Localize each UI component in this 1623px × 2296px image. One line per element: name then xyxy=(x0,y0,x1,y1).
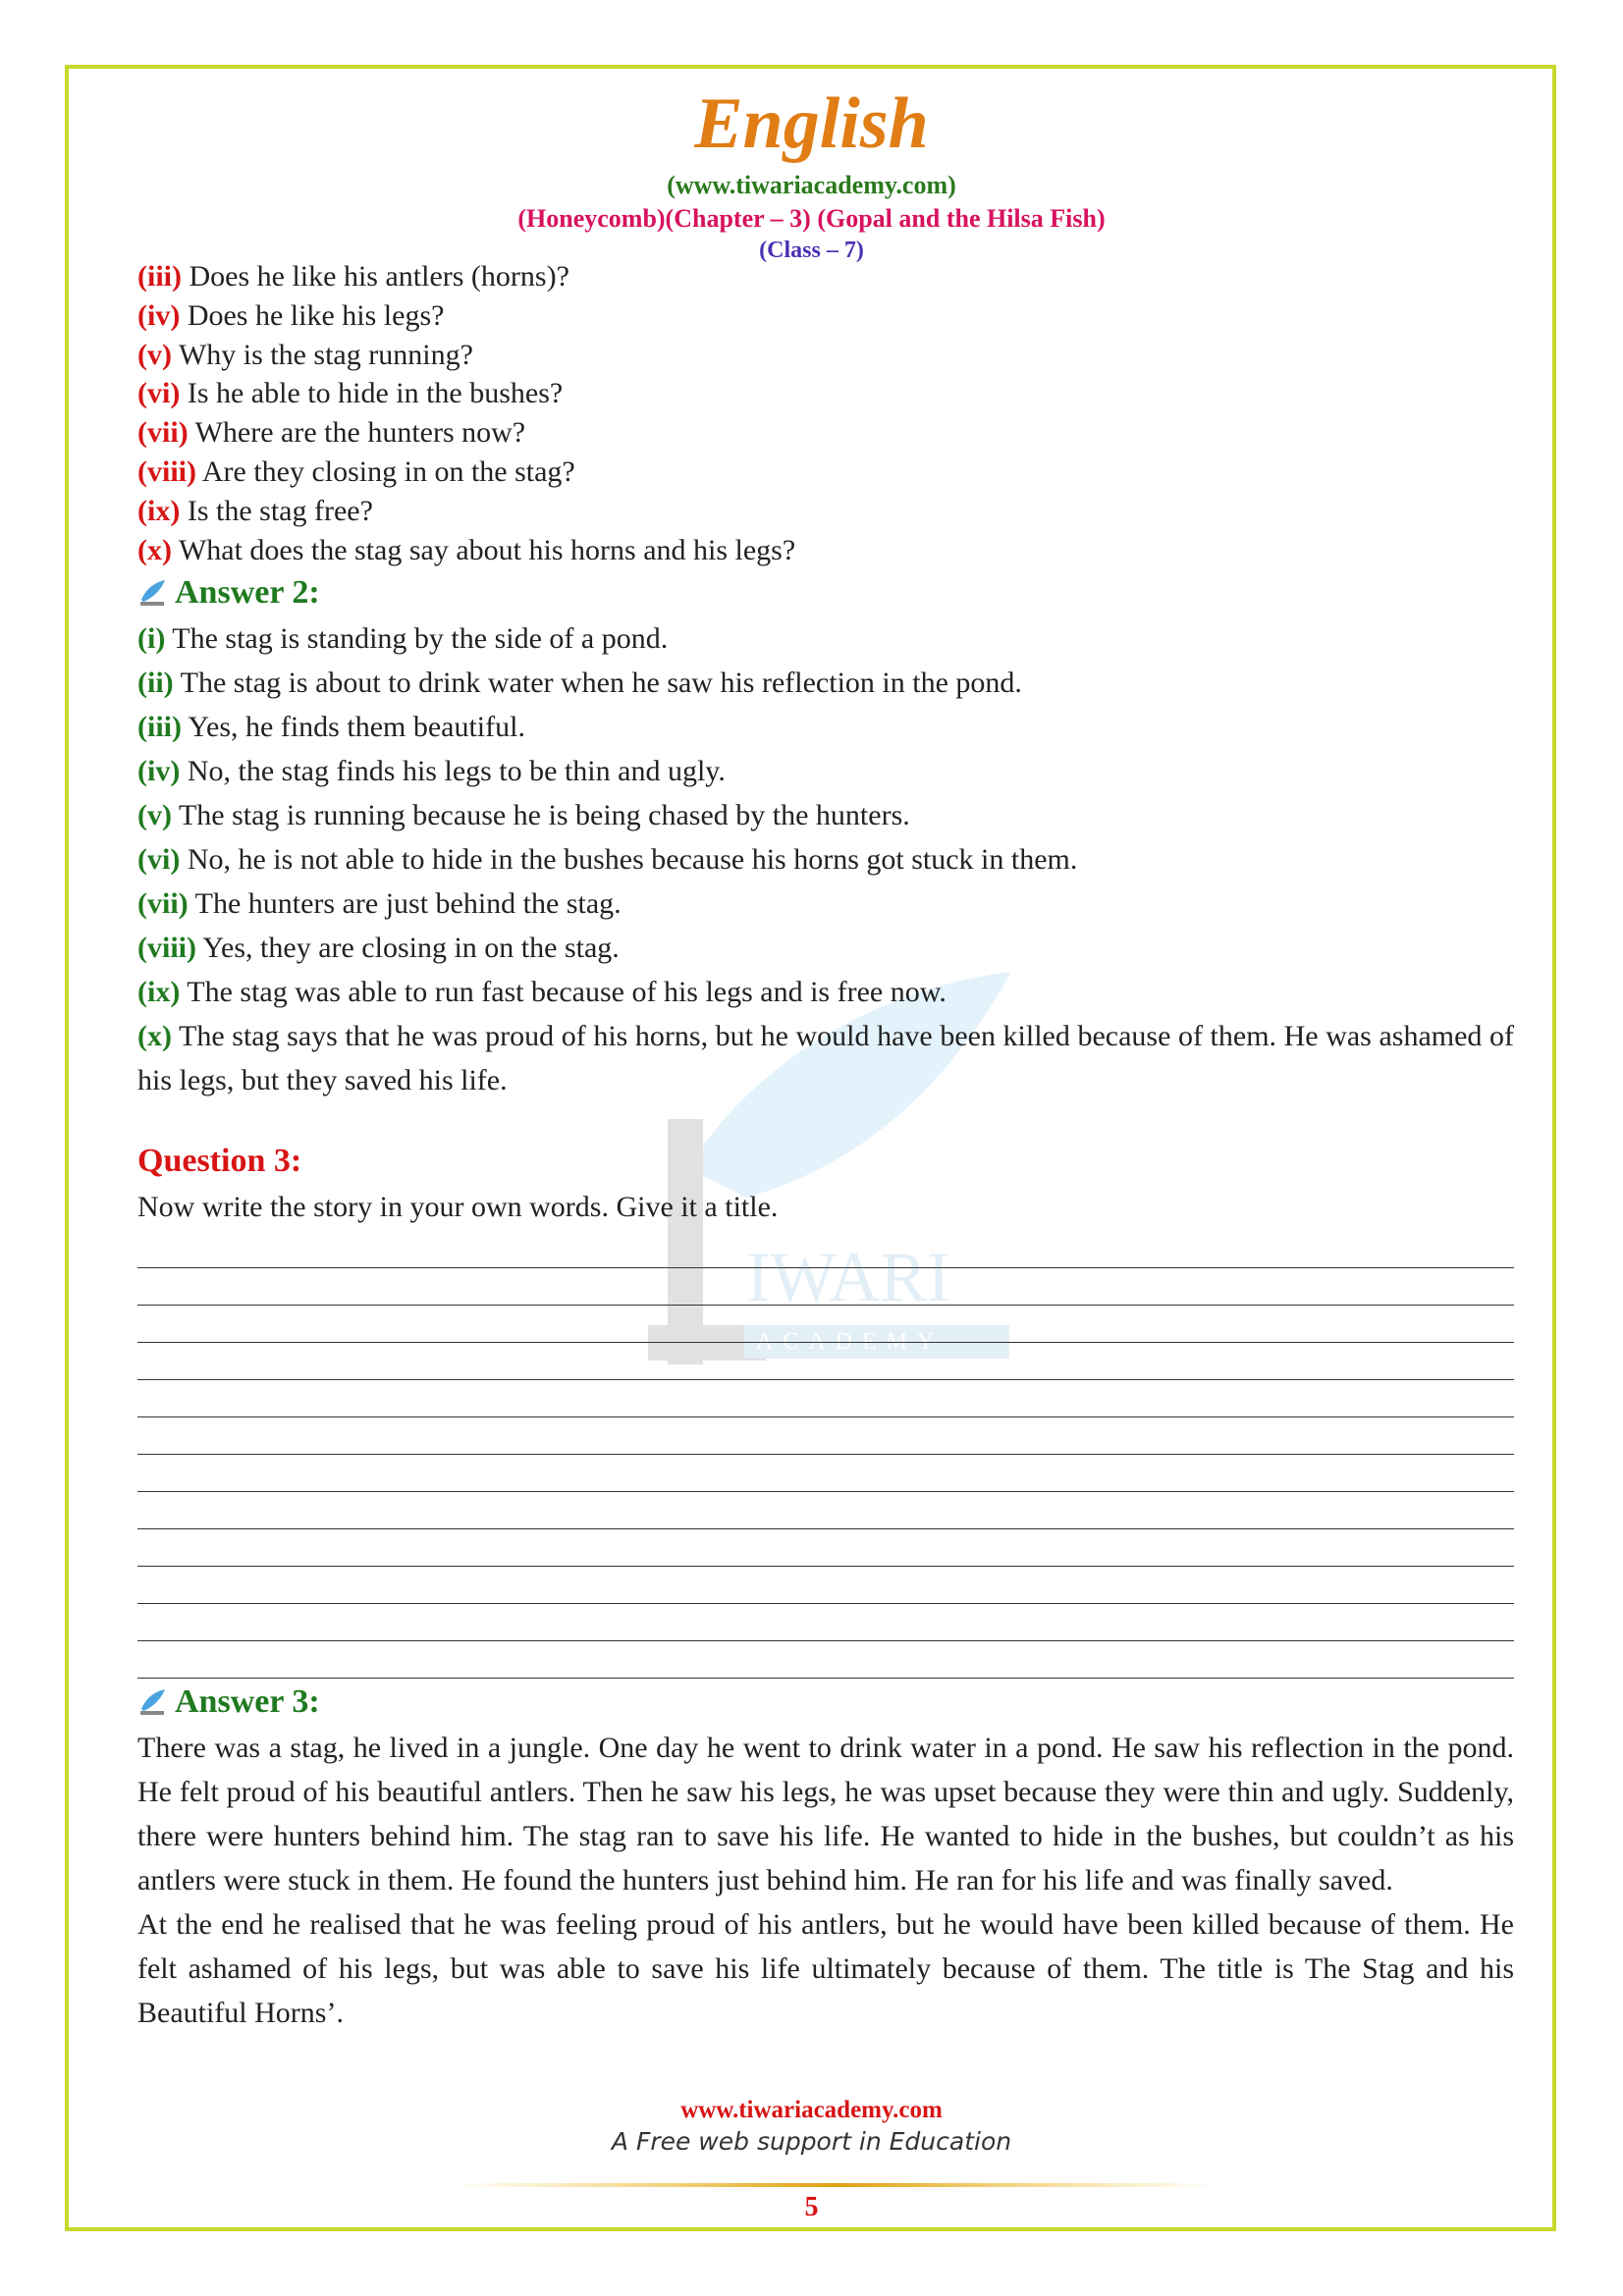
watermark-sub: ACADEMY xyxy=(756,1329,945,1355)
question-item: (v) Why is the stag running? xyxy=(137,338,473,371)
answer-item: (iii) Yes, he finds them beautiful. xyxy=(137,711,525,744)
answer-item: (v) The stag is running because he is being chased by the hunters. xyxy=(137,799,910,832)
answer-item: (i) The stag is standing by the side of a pond. xyxy=(137,622,669,656)
watermark-word: IWARI xyxy=(746,1238,950,1316)
question-list xyxy=(137,257,1514,569)
question-item: (ix) Is the stag free? xyxy=(137,494,373,527)
answer-item: (x) The stag says that he was proud of his horns, but he would have been killed because of them. He was ashamed of his legs, but they saved his life. xyxy=(137,1020,1514,1097)
question-item: (iv) Does he like his legs? xyxy=(137,298,445,332)
chapter-title: (Honeycomb)(Chapter – 3) (Gopal and the Hilsa Fish) xyxy=(517,204,1106,233)
page-number: 5 xyxy=(804,2192,819,2222)
writing-line xyxy=(137,1306,1514,1343)
writing-line xyxy=(137,1268,1514,1306)
footer-divider xyxy=(452,2183,1217,2187)
writing-line xyxy=(137,1380,1514,1417)
class-label: (Class – 7) xyxy=(759,238,864,263)
writing-line xyxy=(137,1641,1514,1679)
writing-line xyxy=(137,1567,1514,1604)
writing-line xyxy=(137,1455,1514,1492)
tiwari-logo-icon xyxy=(137,1687,167,1717)
main-content xyxy=(137,257,1514,2035)
question-3-heading: Question 3: xyxy=(137,1143,302,1180)
tiwari-logo-icon xyxy=(137,578,167,608)
question-item: (x) What does the stag say about his horns and his legs? xyxy=(137,533,796,566)
answer-item: (ii) The stag is about to drink water when he saw his reflection in the pond. xyxy=(137,667,1022,700)
question-item: (vi) Is he able to hide in the bushes? xyxy=(137,377,564,410)
answer-item: (ix) The stag was able to run fast because of his legs and is free now. xyxy=(137,976,947,1009)
writing-line xyxy=(137,1231,1514,1268)
answer-3-paragraph: At the end he realised that he was feeling proud of his antlers, but he would have been killed because of them. He felt ashamed of his legs, but was able to save his life ultimately because of them. The title is The Stag and his Beautiful Horns’. xyxy=(137,1908,1514,2030)
answer-writing-lines xyxy=(137,1231,1514,1679)
writing-line xyxy=(137,1417,1514,1455)
answer-item: (vi) No, he is not able to hide in the bushes because his horns got stuck in them. xyxy=(137,843,1078,877)
writing-line xyxy=(137,1343,1514,1380)
footer-site-link[interactable]: www.tiwariacademy.com xyxy=(680,2097,943,2123)
subject-title: English xyxy=(694,83,929,164)
answer-item: (viii) Yes, they are closing in on the stag. xyxy=(137,932,620,965)
header-site-url: (www.tiwariacademy.com) xyxy=(667,171,956,199)
writing-line xyxy=(137,1529,1514,1567)
page-header xyxy=(0,79,1623,265)
answer-3-paragraph: There was a stag, he lived in a jungle. One day he went to drink water in a pond. He saw his reflection in the pond. He felt proud of his beautiful antlers. Then he saw his legs, he was upset because they were thin and ugly. Suddenly, there were hunters behind him. The stag ran to save his life. He wanted to hide in the bushes, but couldn’t as his antlers were stuck in them. He found the hunters just behind him. He ran for his life and was finally saved. xyxy=(137,1732,1514,1897)
question-item: (iii) Does he like his antlers (horns)? xyxy=(137,260,569,293)
question-item: (vii) Where are the hunters now? xyxy=(137,416,526,450)
question-3-text: Now write the story in your own words. Give it a title. xyxy=(137,1191,779,1224)
writing-line xyxy=(137,1492,1514,1529)
answer-3-heading: Answer 3: xyxy=(137,1679,1514,1726)
writing-line xyxy=(137,1604,1514,1641)
answer-list xyxy=(137,616,1514,1102)
answer-item: (vii) The hunters are just behind the stag. xyxy=(137,887,622,921)
page-footer xyxy=(0,2095,1623,2158)
answer-2-heading: Answer 2: xyxy=(137,569,1514,616)
question-item: (viii) Are they closing in on the stag? xyxy=(137,454,575,488)
footer-tagline: A Free web support in Education xyxy=(611,2127,1012,2156)
answer-item: (iv) No, the stag finds his legs to be thin and ugly. xyxy=(137,755,726,788)
